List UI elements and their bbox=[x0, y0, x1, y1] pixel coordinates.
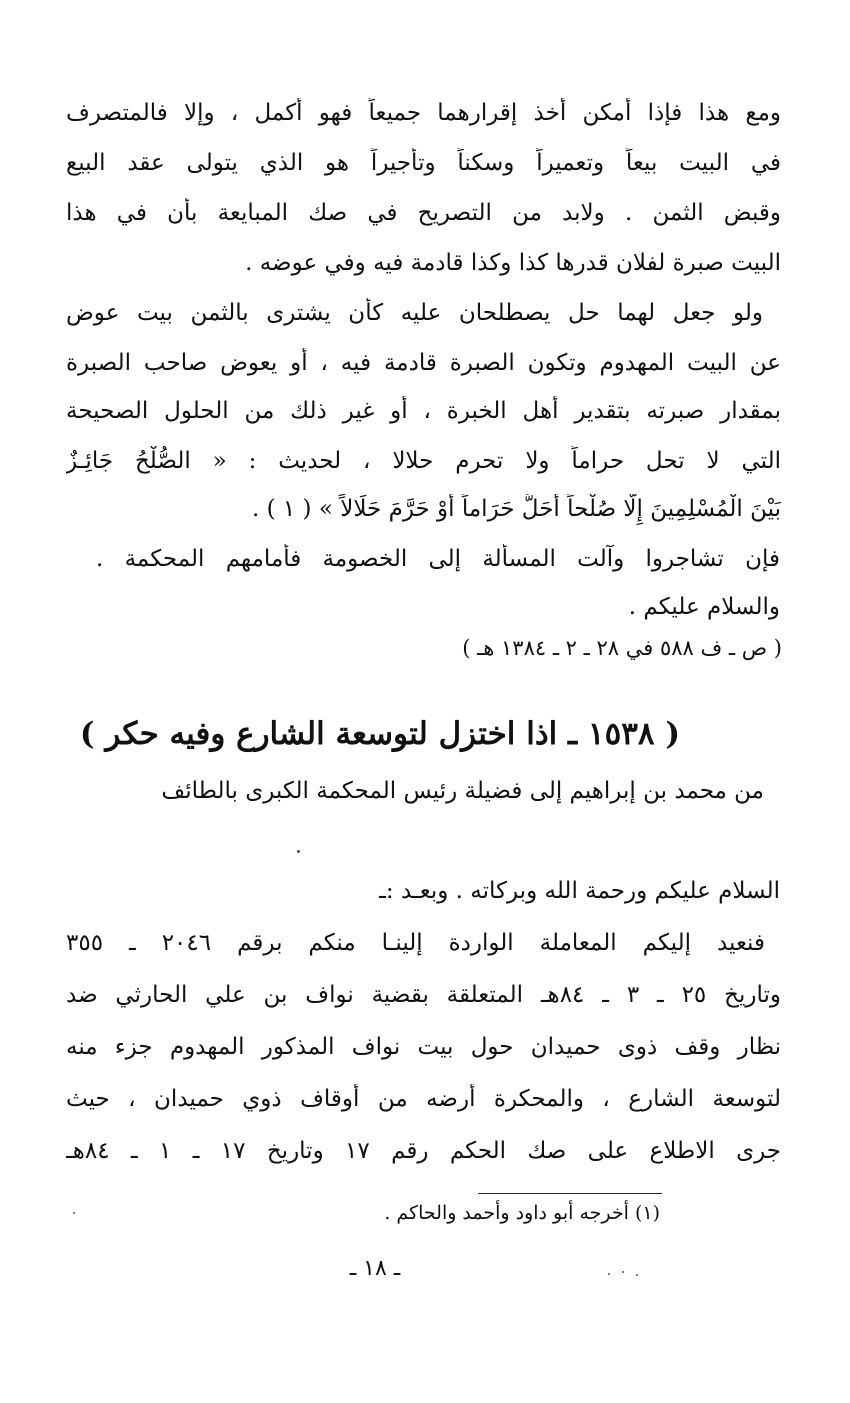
letter-greeting: السلام عليكم ورحمة الله وبركاته . وبعـد :ـ bbox=[379, 878, 780, 904]
letter-body-line: نظار وقف ذوى حميدان حول بيت نواف المذكور المهدوم جزء منه bbox=[66, 1034, 781, 1060]
letter-recipient: من محمد بن إبراهيم إلى فضيلة رئيس المحكمة الكبرى بالطائف bbox=[161, 778, 764, 804]
scan-speck bbox=[608, 1273, 610, 1275]
text-line: ومع هذا فإذا أمكن أخذ إقرارهما جميعاً فهو أكمل ، وإلا فالمتصرف bbox=[66, 100, 781, 126]
letter-body-line: فنعيد إليكم المعاملة الواردة إلينـا منكم برقم ٢٠٤٦ ـ ٣٥٥ bbox=[66, 930, 765, 956]
text-line: ولو جعل لهما حل يصطلحان عليه كأن يشترى بالثمن بيت عوض bbox=[66, 300, 763, 326]
footnote: (١) أخرجه أبو داود وأحمد والحاكم . bbox=[384, 1202, 660, 1224]
text-line: البيت صبرة لفلان قدرها كذا وكذا قادمة فيه وفي عوضه . bbox=[245, 250, 781, 276]
scan-speck bbox=[297, 850, 300, 853]
scan-speck bbox=[73, 1212, 75, 1214]
text-line: فإن تشاجروا وآلت المسألة إلى الخصومة فأمامهم المحكمة . bbox=[96, 546, 780, 572]
page-number: ـ ١٨ ـ bbox=[349, 1256, 401, 1281]
text-line: بَيْنَ الْمُسْلِمِينَ إِلَّا صُلْحاً أَحَلَّ حَرَاماً أَوْ حَرَّمَ حَلَالاً » ( ١ ) . bbox=[251, 496, 781, 522]
letter-body-line: وتاريخ ٢٥ ـ ٣ ـ ٨٤هـ المتعلقة بقضية نواف بن علي الحارثي ضد bbox=[66, 982, 781, 1008]
letter-body-line: لتوسعة الشارع ، والمحكرة أرضه من أوقاف ذوي حميدان ، حيث bbox=[66, 1086, 781, 1112]
scan-speck bbox=[622, 1271, 624, 1273]
text-line: في البيت بيعاً وتعميراً وسكناً وتأجيراً هو الذي يتولى عقد البيع bbox=[66, 150, 781, 176]
text-line: التي لا تحل حراماً ولا تحرم حلالا ، لحديث : « الصُّلْحُ جَائِـزٌ bbox=[66, 448, 781, 474]
footnote-separator bbox=[478, 1193, 662, 1194]
scan-speck bbox=[636, 1274, 638, 1276]
text-line: بمقدار صبرته بتقدير أهل الخبرة ، أو غير ذلك من الحلول الصحيحة bbox=[66, 398, 781, 424]
source-citation: ( ص ـ ف ٥٨٨ في ٢٨ ـ ٢ ـ ١٣٨٤ هـ ) bbox=[462, 636, 782, 660]
section-heading: ( ١٥٣٨ ـ اذا اختزل لتوسعة الشارع وفيه حكر ) bbox=[79, 716, 680, 752]
text-line: والسلام عليكم . bbox=[628, 594, 780, 620]
letter-body-line: جرى الاطلاع على صك الحكم رقم ١٧ وتاريخ ١٧ ـ ١ ـ ٨٤هـ bbox=[66, 1138, 781, 1164]
text-line: عن البيت المهدوم وتكون الصبرة قادمة فيه ، أو يعوض صاحب الصبرة bbox=[66, 350, 781, 376]
text-line: وقبض الثمن . ولابد من التصريح في صك المبايعة بأن في هذا bbox=[66, 200, 781, 226]
